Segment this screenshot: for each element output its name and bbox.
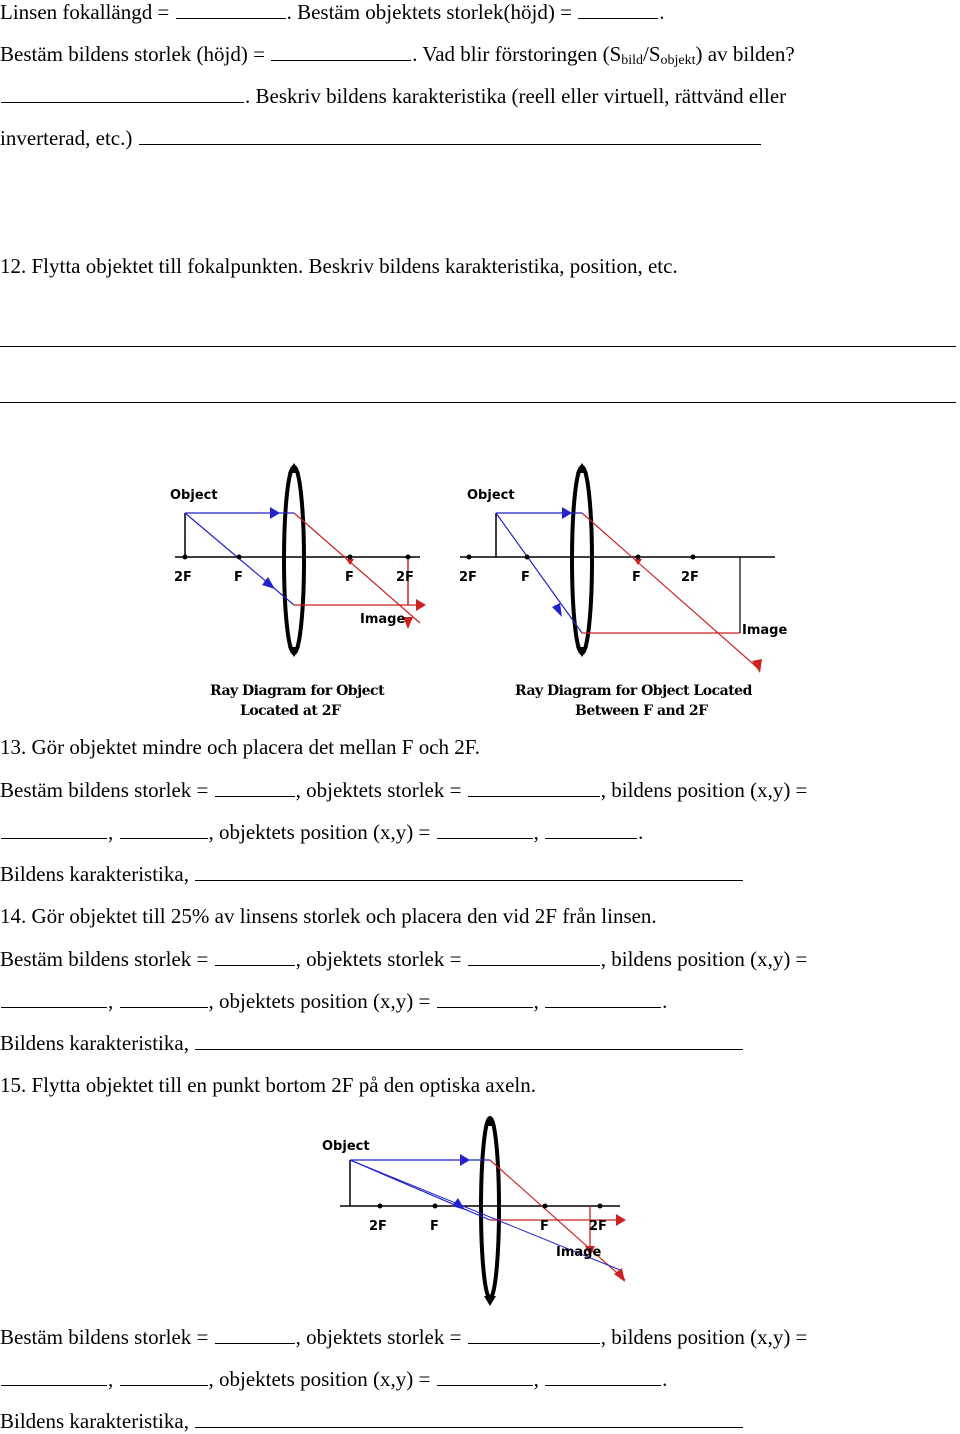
ray-arrowhead [270,507,280,519]
ray-through-f [496,513,582,633]
image-position-label: , bildens position (x,y) = [600,1325,808,1349]
lens-arrow-bottom [288,647,300,657]
label-f-right: F [345,570,354,585]
slash-s: /S [643,42,661,66]
object-label: Object [170,488,218,503]
label-f-left: F [430,1219,439,1234]
ray-arrowhead [460,1154,470,1166]
focal-length-blank[interactable] [176,0,286,19]
comma: , [108,989,114,1013]
object-size-blank[interactable] [468,778,600,797]
label-f-right: F [632,570,641,585]
ray-refracted [582,513,760,670]
comma: , [108,820,114,844]
q14-line2 [0,989,667,1013]
q13-title: 13. Gör objektet mindre och placera det mellan F och 2F. [0,735,481,759]
image-x-blank[interactable] [1,1367,107,1386]
characteristics-label: Bildens karakteristika, [0,1031,189,1055]
lens-arrow-bottom [576,647,588,657]
object-position-label: , objektets position (x,y) = [208,989,431,1013]
image-size-label: Bestäm bildens storlek = [0,1325,209,1349]
object-y-blank[interactable] [545,820,637,839]
image-y-blank[interactable] [120,1367,208,1386]
image-position-label: , bildens position (x,y) = [600,947,808,971]
object-size-blank[interactable] [578,0,658,19]
object-size-label: , objektets storlek = [295,778,462,802]
ray-arrowhead [616,1214,626,1226]
ray-diagram-beyond-2f [300,1110,660,1310]
q15-line3 [0,1409,744,1433]
object-position-label: , objektets position (x,y) = [208,820,431,844]
comma: , [533,1367,539,1391]
characteristics-label: Bildens karakteristika, [0,1409,189,1433]
magnification-blank[interactable] [1,84,244,103]
q14-line3 [0,1031,744,1055]
q15-line2 [0,1367,667,1391]
lens-arrow-top [288,463,300,473]
caption-line1: Ray Diagram for Object Located [515,683,752,699]
period: . [662,1367,668,1391]
lens [481,1118,499,1298]
answer-line-2[interactable] [0,402,956,403]
q14-line1 [0,947,807,971]
image-y-blank[interactable] [120,820,208,839]
image-x-blank[interactable] [1,989,107,1008]
label-2f-left: 2F [459,570,477,585]
magnification-post: ) av bilden? [695,42,795,66]
ray-diagrams-top [0,455,960,725]
lens [284,467,304,653]
comma: , [108,1367,114,1391]
image-size-blank[interactable] [215,947,295,966]
ray-arrowhead [416,599,426,611]
label-2f-right: 2F [589,1219,607,1234]
image-size-label: Bestäm bildens storlek = [0,778,209,802]
characteristics-label: Bildens karakteristika, [0,862,189,886]
image-size-blank[interactable] [215,778,295,797]
ray-arrowhead [262,577,275,589]
caption-line1: Ray Diagram for Object [210,683,385,699]
object-size-blank[interactable] [468,947,600,966]
label-2f-left: 2F [369,1219,387,1234]
object-size-label: Bestäm objektets storlek(höjd) = [297,0,572,24]
image-y-blank[interactable] [120,989,208,1008]
image-label: Image [556,1245,602,1260]
image-size-label: Bestäm bildens storlek (höjd) = [0,42,265,66]
q11-line2: Bestäm bildens storlek (höjd) = . Vad blir förstoringen $(S_{bild}/S_{objekt})$ av bilden? [0,42,795,68]
image-arrowhead [752,659,762,673]
lens-arrow-top [484,1116,496,1126]
lens-arrow-bottom [484,1296,496,1306]
q11-line3: . Beskriv bildens karakteristika (reell eller virtuell, rättvänd eller [0,84,786,108]
q13-line1 [0,778,807,802]
image-size-label: Bestäm bildens storlek = [0,947,209,971]
image-size-blank[interactable] [215,1325,295,1344]
object-x-blank[interactable] [437,1367,533,1386]
describe-label: Beskriv bildens karakteristika (reell eller virtuell, rättvänd eller [255,84,787,108]
focal-length-label: Linsen fokallängd = [0,0,170,24]
comma: , [533,989,539,1013]
caption-line2: Located at 2F [240,703,341,719]
period: . [638,820,644,844]
sub-objekt: objekt [660,53,696,68]
q11-line1: Linsen fokallängd = . Bestäm objektets storlek(höjd) = . [0,0,665,24]
label-f-right: F [540,1219,549,1234]
magnification-label: Vad blir förstoringen (S [422,42,622,66]
lens-arrow-top [576,463,588,473]
object-y-blank[interactable] [545,1367,661,1386]
image-size-blank[interactable] [271,42,411,61]
period: . [662,989,668,1013]
diagram-object-at-2f [170,463,426,719]
sub-bild: bild [621,53,644,68]
q13-line3 [0,862,744,886]
lens [572,467,592,653]
label-2f-right: 2F [681,570,699,585]
label-2f-left: 2F [174,570,192,585]
caption-line2: Between F and 2F [575,703,708,719]
q11-line4 [0,126,762,150]
object-position-label: , objektets position (x,y) = [208,1367,431,1391]
object-size-label: , objektets storlek = [295,1325,462,1349]
characteristics-blank[interactable] [195,862,743,881]
object-x-blank[interactable] [437,820,533,839]
q15-title: 15. Flytta objektet till en punkt bortom 2F på den optiska axeln. [0,1073,537,1097]
image-label: Image [360,612,406,627]
label-2f-right: 2F [396,570,414,585]
image-x-blank[interactable] [1,820,107,839]
label-f-left: F [521,570,530,585]
answer-line-1[interactable] [0,346,956,347]
ray-refracted [294,513,420,623]
object-y-blank[interactable] [545,989,661,1008]
q12-text: 12. Flytta objektet till fokalpunkten. Beskriv bildens karakteristika, position, etc. [0,254,678,278]
diagram-object-between-f-2f [459,463,787,719]
characteristics-blank[interactable] [195,1031,743,1050]
q15-line1 [0,1325,807,1349]
image-label: Image [742,623,788,638]
object-label: Object [322,1139,370,1154]
describe-blank[interactable] [139,126,761,145]
comma: , [533,820,539,844]
object-size-blank[interactable] [468,1325,600,1344]
ray-arrowhead [614,1268,625,1282]
object-x-blank[interactable] [437,989,533,1008]
characteristics-blank[interactable] [195,1409,743,1428]
ray-arrowhead [562,507,572,519]
object-label: Object [467,488,515,503]
object-size-label: , objektets storlek = [295,947,462,971]
describe-cont-label: inverterad, etc.) [0,126,133,150]
label-f-left: F [234,570,243,585]
ray-arrowhead [552,603,562,617]
image-position-label: , bildens position (x,y) = [600,778,808,802]
q13-line2 [0,820,643,844]
q14-title: 14. Gör objektet till 25% av linsens storlek och placera den vid 2F från linsen. [0,904,657,928]
